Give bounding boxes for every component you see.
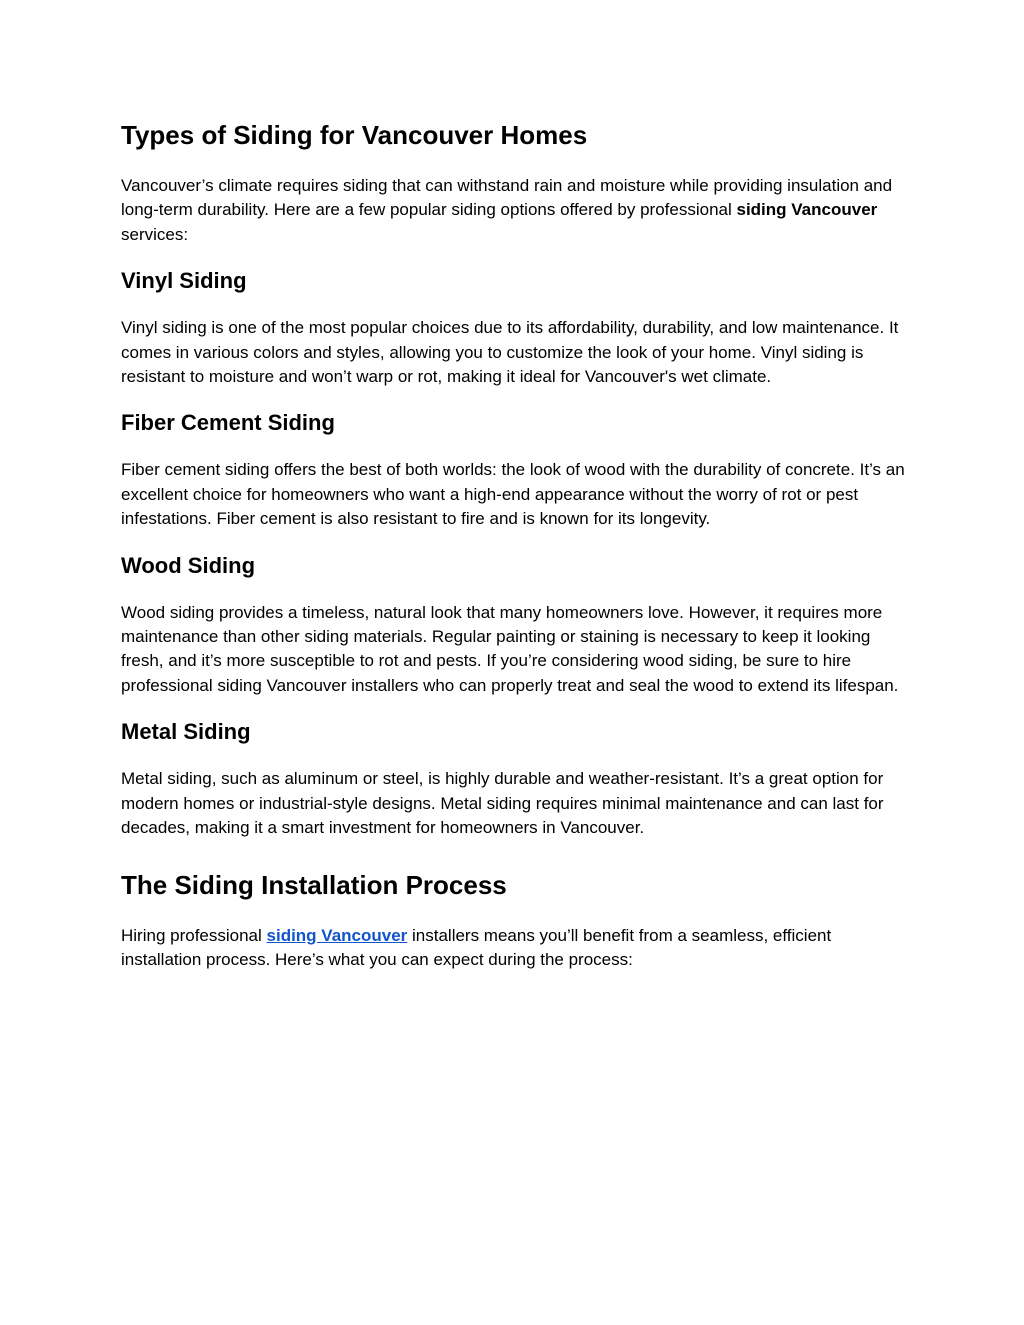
section-heading-vinyl: Vinyl Siding [121, 268, 247, 294]
siding-vancouver-link[interactable]: siding Vancouver [266, 925, 408, 945]
intro-text-after: services: [121, 224, 189, 244]
document-page [121, 118, 911, 972]
process-text-before: Hiring professional [121, 925, 267, 945]
section-body-fiber-cement: Fiber cement siding offers the best of both worlds: the look of wood with the durability of concrete. It’s an excellent choice for homeowners who want a high-end appearance without the worry of rot or pest infestations. Fiber cement is also resistant to fire and is known for its longevity. [121, 460, 905, 529]
process-paragraph [121, 924, 911, 973]
section-body-vinyl: Vinyl siding is one of the most popular choices due to its affordability, durability, and low maintenance. It comes in various colors and styles, allowing you to customize the look of your home. Vinyl siding is resistant to moisture and won’t warp or rot, making it ideal for Vancouver's wet climate. [121, 318, 899, 387]
section-body-wood: Wood siding provides a timeless, natural look that many homeowners love. However, it requires more maintenance than other siding materials. Regular painting or staining is necessary to keep it looking fresh, and it’s more susceptible to rot and pests. If you’re considering wood siding, be sure to hire professional siding Vancouver installers who can properly treat and seal the wood to extend its lifespan. [121, 602, 899, 695]
section-heading-fiber-cement: Fiber Cement Siding [121, 410, 335, 436]
page-title: Types of Siding for Vancouver Homes [121, 120, 588, 150]
process-text-after: installers means you’ll benefit from a seamless, efficient installation process. Here’s what you can expect during the process: [121, 925, 832, 969]
section-heading-wood: Wood Siding [121, 552, 256, 578]
intro-bold-keyword: siding Vancouver [736, 200, 878, 220]
section-body-metal: Metal siding, such as aluminum or steel, is highly durable and weather-resistant. It’s a great option for modern homes or industrial-style designs. Metal siding requires minimal maintenance and can last for decades, making it a smart investment for homeowners in Vancouver. [121, 769, 884, 838]
section-heading-metal: Metal Siding [121, 719, 251, 745]
intro-paragraph [121, 174, 911, 247]
intro-text-before: Vancouver’s climate requires siding that can withstand rain and moisture while providing insulation and long-term durability. Here are a few popular siding options offered by professional [121, 176, 893, 220]
process-title: The Siding Installation Process [121, 869, 507, 900]
